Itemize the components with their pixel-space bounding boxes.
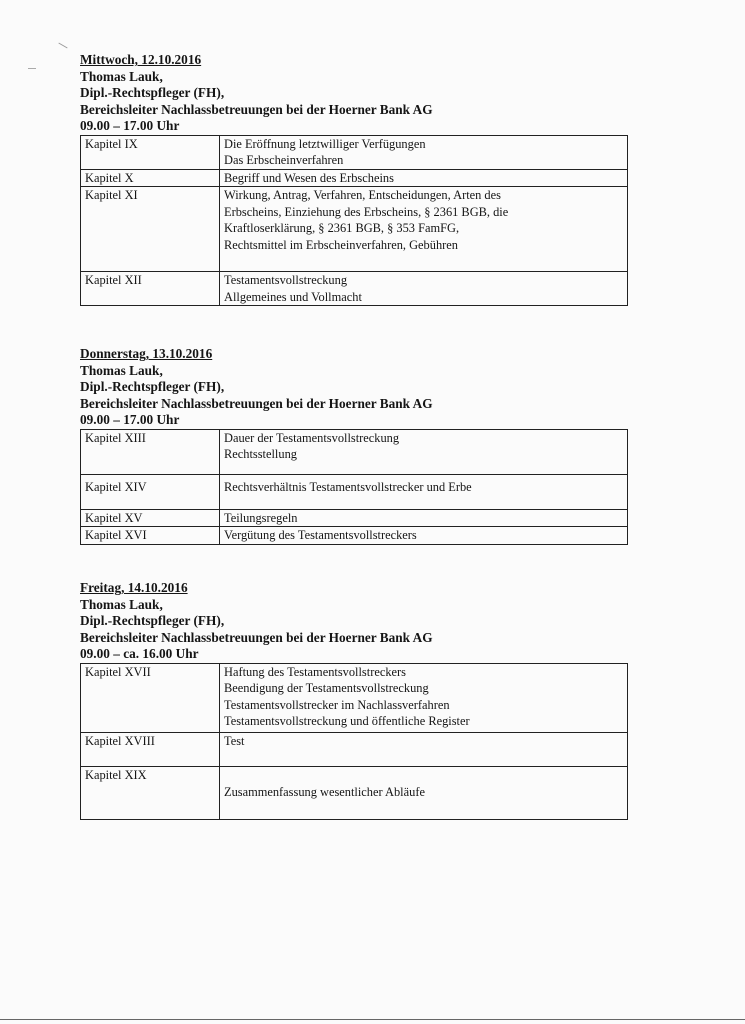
table-row <box>81 187 628 272</box>
day-section-thursday <box>80 346 628 545</box>
day-heading: Mittwoch, 12.10.2016 <box>80 52 202 67</box>
chapter-topics <box>220 474 628 509</box>
topic-line: Teilungsregeln <box>224 510 298 525</box>
chapter-label: Kapitel XVII <box>81 663 220 732</box>
session-time: 09.00 – 17.00 Uhr <box>80 412 180 427</box>
day-heading: Freitag, 14.10.2016 <box>80 580 188 595</box>
table-row <box>81 135 628 169</box>
schedule-table <box>80 429 628 545</box>
topic-line: Kraftloserklärung, § 2361 BGB, § 353 FamFG, <box>224 221 460 235</box>
chapter-label: Kapitel XV <box>81 509 220 527</box>
speaker-name: Thomas Lauk, <box>80 362 163 378</box>
chapter-label: Kapitel XI <box>81 187 220 272</box>
chapter-topics <box>220 527 628 545</box>
topic-line: Testamentsvollstreckung und öffentliche Register <box>224 714 470 728</box>
chapter-label: Kapitel XII <box>81 272 220 306</box>
speaker-role: Bereichsleiter Nachlassbetreuungen bei der Hoerner Bank AG <box>80 101 433 117</box>
day-section-friday <box>80 580 628 820</box>
topic-line: Wirkung, Antrag, Verfahren, Entscheidungen, Arten des <box>224 188 501 202</box>
scan-mark <box>58 43 67 49</box>
topic-line: Beendigung der Testamentsvollstreckung <box>224 681 429 695</box>
speaker-role: Bereichsleiter Nachlassbetreuungen bei der Hoerner Bank AG <box>80 629 433 645</box>
table-row <box>81 429 628 474</box>
table-row <box>81 732 628 766</box>
speaker-name: Thomas Lauk, <box>80 68 163 84</box>
table-row <box>81 766 628 819</box>
table-row <box>81 527 628 545</box>
chapter-topics <box>220 429 628 474</box>
chapter-topics <box>220 272 628 306</box>
chapter-label: Kapitel XIV <box>81 474 220 509</box>
topic-line: Begriff und Wesen des Erbscheins <box>224 170 394 185</box>
topic-line: Das Erbscheinverfahren <box>224 153 344 167</box>
day-section-wednesday <box>80 52 628 306</box>
speaker-title: Dipl.-Rechtspfleger (FH), <box>80 85 225 100</box>
topic-line: Testamentsvollstrecker im Nachlassverfahren <box>224 697 450 712</box>
chapter-label: Kapitel XIX <box>81 766 220 819</box>
table-row <box>81 509 628 527</box>
day-heading: Donnerstag, 13.10.2016 <box>80 346 213 361</box>
chapter-label: Kapitel XIII <box>81 429 220 474</box>
session-time: 09.00 – ca. 16.00 Uhr <box>80 646 199 661</box>
topic-line: Vergütung des Testamentsvollstreckers <box>224 528 417 542</box>
topic-line: Allgemeines und Vollmacht <box>224 289 362 304</box>
topic-line: Haftung des Testamentsvollstreckers <box>224 664 406 679</box>
chapter-topics <box>220 766 628 819</box>
table-row <box>81 663 628 732</box>
topic-line: Die Eröffnung letztwilliger Verfügungen <box>224 136 426 151</box>
speaker-title: Dipl.-Rechtspfleger (FH), <box>80 379 225 394</box>
speaker-role: Bereichsleiter Nachlassbetreuungen bei der Hoerner Bank AG <box>80 395 433 411</box>
schedule-table <box>80 135 628 307</box>
chapter-topics <box>220 663 628 732</box>
topic-line: Test <box>224 733 245 748</box>
chapter-label: Kapitel X <box>81 169 220 187</box>
table-row <box>81 169 628 187</box>
topic-line: Zusammenfassung wesentlicher Abläufe <box>224 784 425 799</box>
topic-line: Dauer der Testamentsvollstreckung <box>224 430 400 445</box>
chapter-label: Kapitel XVI <box>81 527 220 545</box>
session-time: 09.00 – 17.00 Uhr <box>80 118 180 133</box>
chapter-topics <box>220 732 628 766</box>
chapter-topics <box>220 187 628 272</box>
topic-line: Rechtsmittel im Erbscheinverfahren, Gebühren <box>224 237 458 252</box>
chapter-label: Kapitel XVIII <box>81 732 220 766</box>
scan-edge-line <box>0 1019 745 1020</box>
table-row <box>81 474 628 509</box>
chapter-topics <box>220 509 628 527</box>
speaker-name: Thomas Lauk, <box>80 596 163 612</box>
topic-line: Testamentsvollstreckung <box>224 273 348 287</box>
chapter-label: Kapitel IX <box>81 135 220 169</box>
schedule-table <box>80 663 628 820</box>
scan-mark <box>28 68 36 69</box>
topic-line: Erbscheins, Einziehung des Erbscheins, § 2361 BGB, die <box>224 204 509 219</box>
chapter-topics <box>220 135 628 169</box>
speaker-title: Dipl.-Rechtspfleger (FH), <box>80 613 225 628</box>
topic-line: Rechtsstellung <box>224 447 297 461</box>
chapter-topics <box>220 169 628 187</box>
table-row <box>81 272 628 306</box>
topic-line: Rechtsverhältnis Testamentsvollstrecker und Erbe <box>224 479 472 494</box>
